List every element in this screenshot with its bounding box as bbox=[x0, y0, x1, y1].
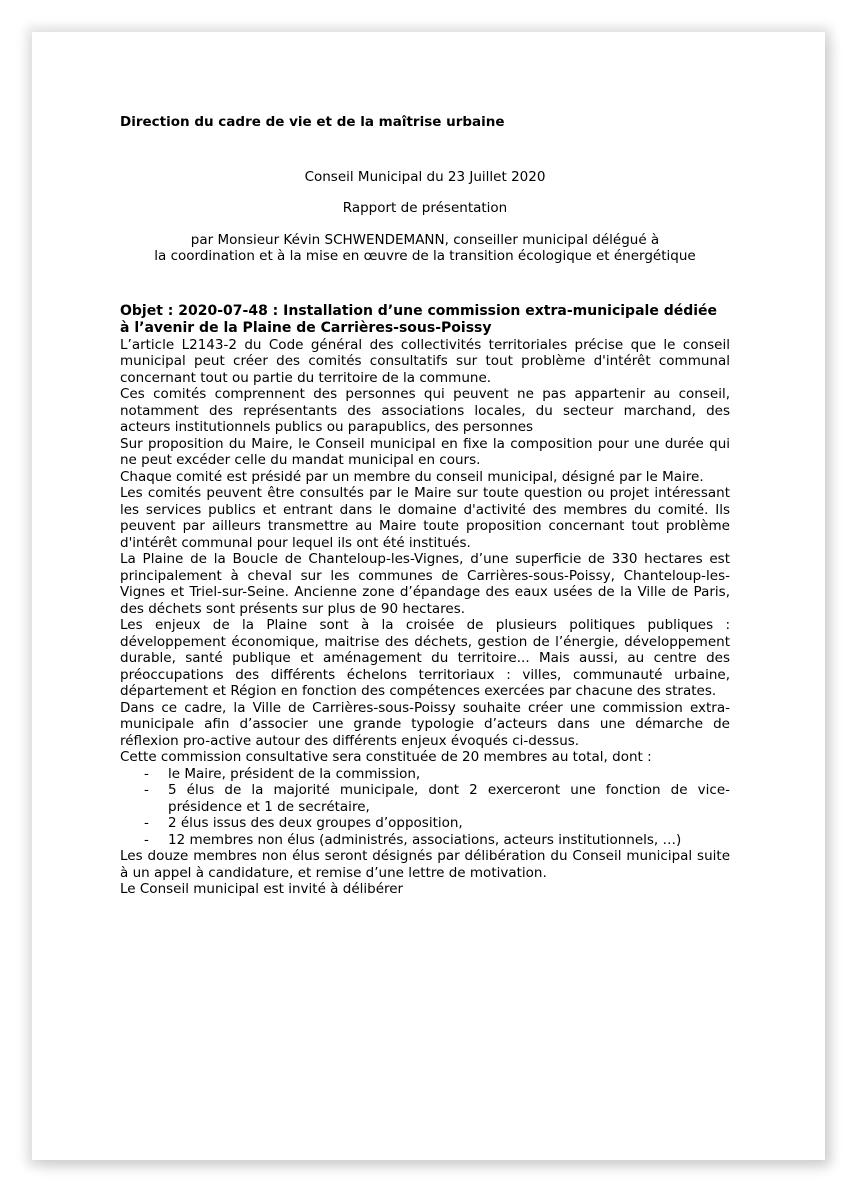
document-page bbox=[32, 32, 825, 1160]
paragraph-deliberation-invite: Le Conseil municipal est invité à délibérer bbox=[120, 881, 404, 897]
paragraph-committee-members: Ces comités comprennent des personnes qui peuvent ne pas appartenir au conseil, notamment des représentants des associations locales, du secteur marchand, des acteurs institutionnels publics ou parapublics, des personnes bbox=[120, 386, 730, 435]
presenter-line-2: la coordination et à la mise en œuvre de la transition écologique et énergétique bbox=[154, 248, 696, 264]
list-item bbox=[120, 766, 730, 783]
paragraph-committee-composition: Sur proposition du Maire, le Conseil municipal en fixe la composition pour une durée qui ne peut excéder celle du mandat municipal en cours. bbox=[120, 435, 730, 468]
paragraph-plaine-stakes: Les enjeux de la Plaine sont à la croisée de plusieurs politiques publiques : développement économique, maitrise des déchets, gestion de l’énergie, développement durable, santé publique et aménagement du territoire... Mais aussi, au centre des préoccupations des différents échelons territoriaux : villes, communauté urbaine, département et Région en fonction des compétences exercées par chacune des strates. bbox=[120, 617, 730, 699]
paragraph-article-l2143: L’article L2143-2 du Code général des collectivités territoriales précise que le conseil municipal peut créer des comités consultatifs sur tout problème d'intérêt communal concernant tout ou partie du territoire de la commune. bbox=[120, 336, 730, 386]
direction-heading: Direction du cadre de vie et de la maîtrise urbaine bbox=[120, 114, 505, 130]
presenter-line-1: par Monsieur Kévin SCHWENDEMANN, conseiller municipal délégué à bbox=[190, 231, 660, 248]
list-item bbox=[120, 782, 730, 815]
list-item-text: le Maire, président de la commission, bbox=[168, 765, 421, 782]
paragraph-commission-members-intro: Cette commission consultative sera constituée de 20 membres au total, dont : bbox=[120, 749, 652, 765]
meeting-title: Conseil Municipal du 23 Juillet 2020 bbox=[304, 168, 546, 185]
list-item bbox=[120, 832, 730, 849]
paragraph-commission-purpose: Dans ce cadre, la Ville de Carrières-sous-Poissy souhaite créer une commission extra-municipale afin d’associer une grande typologie d’acteurs dans une démarche de réflexion pro-active autour des différents enjeux évoqués ci-dessus. bbox=[120, 699, 730, 749]
paragraph-committee-consultation: Les comités peuvent être consultés par le Maire sur toute question ou projet intéressant les services publics et entrant dans le domaine d'activité des membres du comité. Ils peuvent par ailleurs transmettre au Maire toute proposition concernant tout problème d'intérêt communal pour lequel ils ont été institués. bbox=[120, 485, 730, 551]
paragraph-committee-chair: Chaque comité est présidé par un membre du conseil municipal, désigné par le Maire. bbox=[120, 468, 704, 485]
list-item-text: 5 élus de la majorité municipale, dont 2 exerceront une fonction de vice-présidence et 1 de secrétaire, bbox=[168, 782, 730, 815]
paragraph-plaine-description: La Plaine de la Boucle de Chanteloup-les-Vignes, d’une superficie de 330 hectares est principalement à cheval sur les communes de Carrières-sous-Poissy, Chanteloup-les-Vignes et Triel-sur-Seine. Ancienne zone d’épandage des eaux usées de la Ville de Paris, des déchets sont présents sur plus de 90 hectares. bbox=[120, 551, 730, 617]
report-type: Rapport de présentation bbox=[342, 200, 508, 216]
list-item-text: 12 membres non élus (administrés, associations, acteurs institutionnels, …) bbox=[168, 831, 682, 848]
list-dash: - bbox=[144, 782, 149, 798]
list-item-text: 2 élus issus des deux groupes d’opposition, bbox=[168, 815, 463, 831]
list-dash: - bbox=[144, 815, 149, 831]
list-dash: - bbox=[144, 831, 149, 848]
list-item bbox=[120, 815, 730, 832]
object-heading: Objet : 2020-07-48 : Installation d’une commission extra-municipale dédiée à l’avenir de la Plaine de Carrières-sous-Poissy bbox=[120, 302, 718, 336]
presenter-block bbox=[120, 232, 730, 265]
document-content bbox=[120, 114, 730, 898]
members-list bbox=[120, 766, 730, 849]
paragraph-non-elected-designation: Les douze membres non élus seront désignés par délibération du Conseil municipal suite à un appel à candidature, et remise d’une lettre de motivation. bbox=[120, 848, 730, 881]
list-dash: - bbox=[144, 765, 149, 782]
